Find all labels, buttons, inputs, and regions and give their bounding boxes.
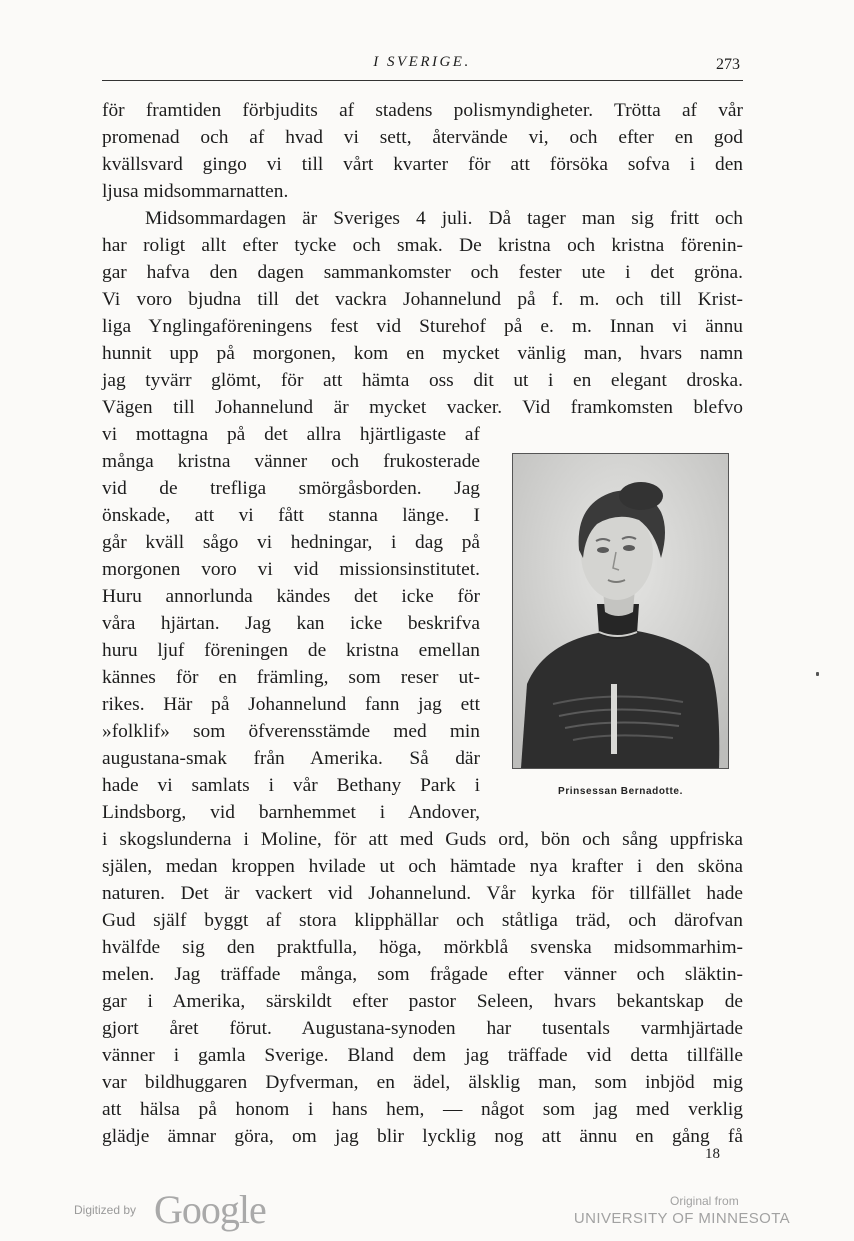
- text-line: melen. Jag träffade många, som frågade efter vänner och släktin-: [102, 964, 743, 985]
- text-line: gjort året förut. Augustana-synoden har tusentals varmhjärtade: [102, 1018, 743, 1039]
- digitized-by-label: Digitized by: [74, 1203, 137, 1217]
- text-line: Midsommardagen är Sveriges 4 juli. Då tager man sig fritt och: [145, 208, 743, 229]
- text-line: Lindsborg, vid barnhemmet i Andover,: [102, 802, 480, 823]
- text-line: »folklif» som öfverensstämde med min: [102, 721, 480, 742]
- original-from-watermark: [572, 1194, 792, 1227]
- text-line: naturen. Det är vackert vid Johannelund. Vår kyrka för tillfället hade: [102, 883, 743, 904]
- text-line: vid de trefliga smörgåsborden. Jag: [102, 478, 480, 499]
- text-line: augustana-smak från Amerika. Så där: [102, 748, 480, 769]
- text-line: hvälfde sig den praktfulla, höga, mörkblå svenska midsommarhim-: [102, 937, 743, 958]
- running-header: [102, 54, 742, 80]
- header-rule: [102, 80, 743, 81]
- portrait-photo: [512, 453, 729, 769]
- text-line: för framtiden förbjudits af stadens polismyndigheter. Trötta af vår: [102, 100, 743, 121]
- page-number: 273: [716, 56, 740, 73]
- figure-caption: Prinsessan Bernadotte.: [558, 786, 683, 797]
- text-line: hade vi samlats i vår Bethany Park i: [102, 775, 480, 796]
- text-line: gar i Amerika, särskildt efter pastor Seleen, hvars bekantskap de: [102, 991, 743, 1012]
- text-line: vi mottagna på det allra hjärtligaste af: [102, 424, 480, 445]
- text-line: ljusa midsommarnatten.: [102, 181, 289, 202]
- text-line: Vi voro bjudna till det vackra Johannelund på f. m. och till Krist-: [102, 289, 743, 310]
- text-line: huru ljuf föreningen de kristna emellan: [102, 640, 480, 661]
- text-line: hunnit upp på morgonen, kom en mycket vänlig man, hvars namn: [102, 343, 743, 364]
- text-line: kännes för en främling, som reser ut-: [102, 667, 480, 688]
- text-line: rikes. Här på Johannelund fann jag ett: [102, 694, 480, 715]
- text-line: liga Ynglingaföreningens fest vid Sturehof på e. m. Innan vi ännu: [102, 316, 743, 337]
- signature-mark: 18: [705, 1146, 720, 1162]
- print-speck: [816, 672, 819, 676]
- text-line: i skogslunderna i Moline, för att med Guds ord, bön och sång uppfriska: [102, 829, 743, 850]
- text-line: våra hjärtan. Jag kan icke beskrifva: [102, 613, 480, 634]
- text-line: var bildhuggaren Dyfverman, en ädel, älsklig man, som inbjöd mig: [102, 1072, 743, 1093]
- text-line: går kväll sågo vi hedningar, i dag på: [102, 532, 480, 553]
- original-from-label: Original from: [670, 1194, 739, 1208]
- text-line: Gud själf byggt af stora klipphällar och ståtliga träd, och därofvan: [102, 910, 743, 931]
- text-line: gar hafva den dagen sammankomster och fester ute i det gröna.: [102, 262, 743, 283]
- text-line: morgonen voro vi vid missionsinstitutet.: [102, 559, 480, 580]
- text-line: att hälsa på honom i hans hem, — något som jag med verklig: [102, 1099, 743, 1120]
- text-line: Huru annorlunda kändes det icke för: [102, 586, 480, 607]
- text-line: kvällsvard gingo vi till vårt kvarter för att försöka sofva i den: [102, 154, 743, 175]
- text-line: själen, medan kroppen hvilade ut och hämtade nya krafter i den sköna: [102, 856, 743, 877]
- text-line: vänner i gamla Sverige. Bland dem jag träffade vid detta tillfälle: [102, 1045, 743, 1066]
- text-line: många kristna vänner och frukosterade: [102, 451, 480, 472]
- google-logo: Google: [154, 1187, 266, 1232]
- text-line: promenad och af hvad vi sett, återvände vi, och efter en god: [102, 127, 743, 148]
- text-line: har roligt allt efter tycke och smak. De kristna och kristna förenin-: [102, 235, 743, 256]
- university-label: UNIVERSITY OF MINNESOTA: [573, 1210, 791, 1227]
- text-line: jag tyvärr glömt, för att hämta oss dit ut i en elegant droska.: [102, 370, 743, 391]
- text-line: Vägen till Johannelund är mycket vacker. Vid framkomsten blefvo: [102, 397, 743, 418]
- portrait-illustration: [513, 454, 728, 768]
- text-line: önskade, att vi fått stanna länge. I: [102, 505, 480, 526]
- text-line: glädje ämnar göra, om jag blir lycklig nog att ännu en gång få: [102, 1126, 743, 1147]
- running-title: I SVERIGE.: [373, 54, 471, 70]
